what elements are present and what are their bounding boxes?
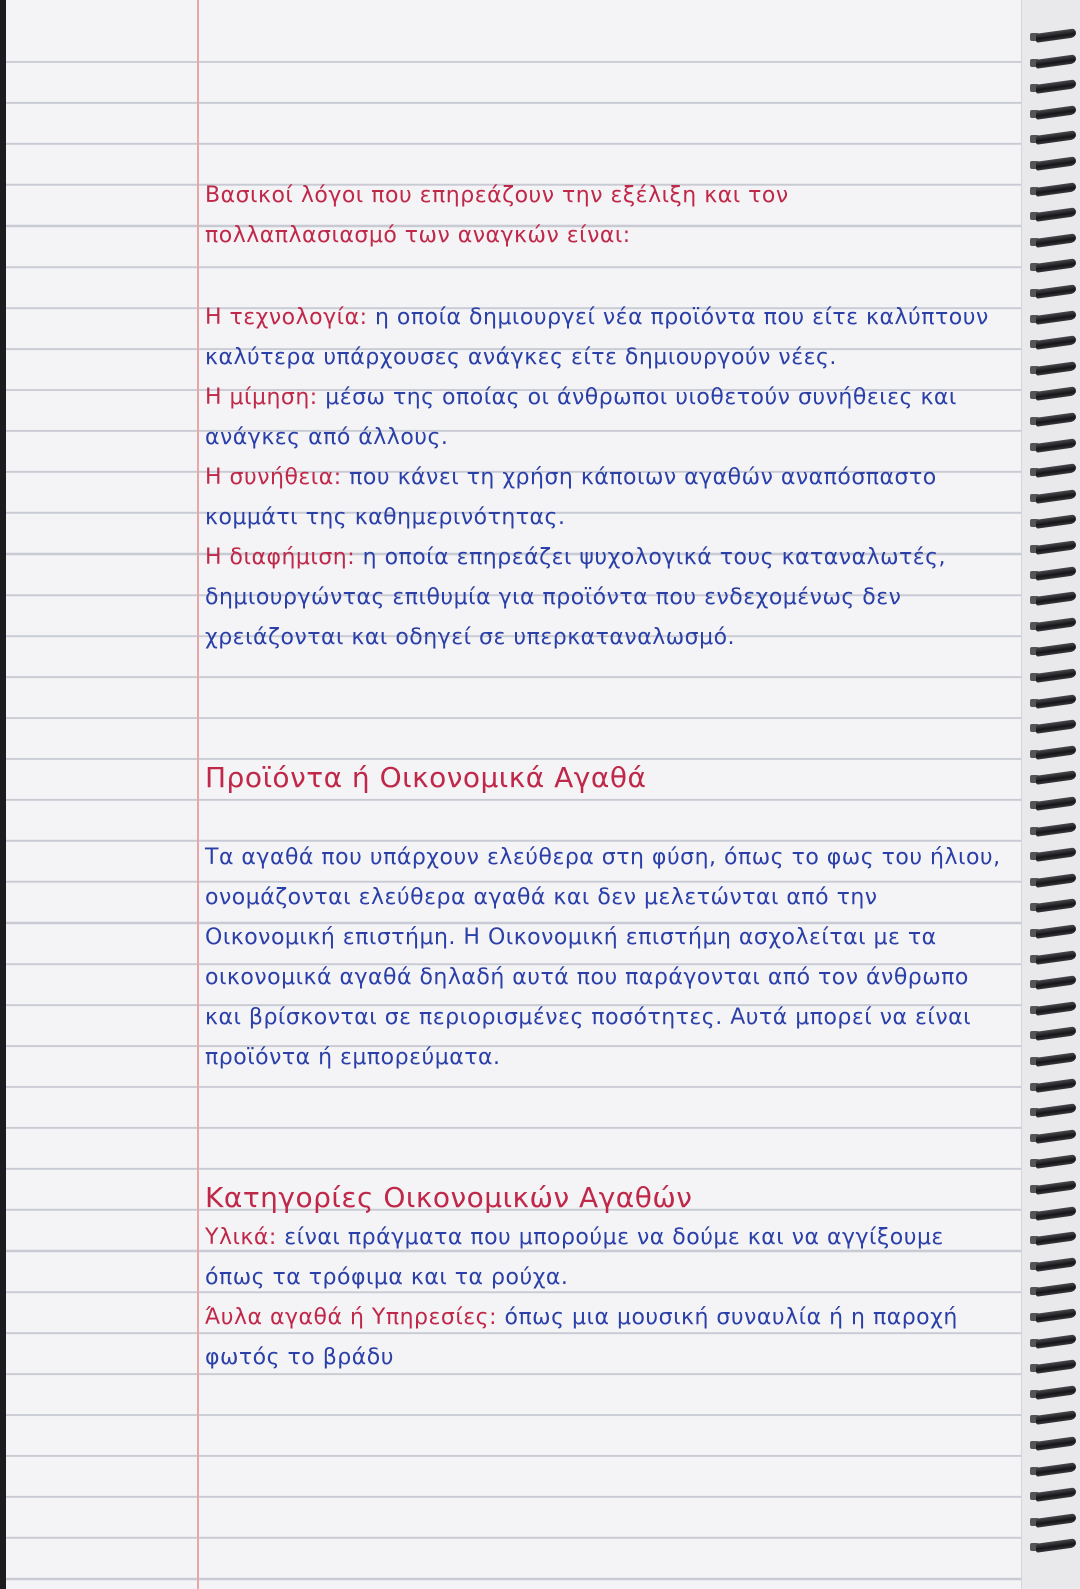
category-term: Άυλα αγαθά ή Υπηρεσίες: xyxy=(205,1305,497,1330)
spiral-wire xyxy=(1036,1462,1076,1477)
products-text-block xyxy=(205,838,1009,1078)
spiral-ring xyxy=(1028,670,1078,684)
spiral-wire xyxy=(1036,28,1076,43)
spiral-ring xyxy=(1028,337,1078,351)
spiral-wire xyxy=(1036,310,1076,325)
spiral-wire xyxy=(1036,770,1076,785)
spiral-wire xyxy=(1036,1206,1076,1221)
factor-habit xyxy=(205,458,1005,538)
spiral-ring xyxy=(1028,568,1078,582)
spiral-ring xyxy=(1028,1438,1078,1452)
spiral-ring xyxy=(1028,184,1078,198)
spiral-ring xyxy=(1028,1233,1078,1247)
spiral-wire xyxy=(1036,1026,1076,1041)
spiral-ring xyxy=(1028,312,1078,326)
factor-text: η οποία δημιουργεί νέα προϊόντα που είτε καλύπτουν καλύτερα υπάρχουσες ανάγκες είτε δημιουργούν νέες. xyxy=(205,305,997,370)
factor-advertising xyxy=(205,538,1005,658)
spiral-wire xyxy=(1036,1538,1076,1553)
products-heading-block xyxy=(205,758,1005,798)
category-text: είναι πράγματα που μπορούμε να δούμε και να αγγίξουμε όπως τα τρόφιμα και τα ρούχα. xyxy=(205,1225,952,1290)
spiral-wire xyxy=(1036,182,1076,197)
factor-technology xyxy=(205,298,1005,378)
spiral-wire xyxy=(1036,898,1076,913)
spiral-wire xyxy=(1036,1282,1076,1297)
spiral-wire xyxy=(1036,386,1076,401)
spiral-wire xyxy=(1036,1436,1076,1451)
spiral-wire xyxy=(1036,924,1076,939)
spiral-ring xyxy=(1028,926,1078,940)
spiral-wire xyxy=(1036,514,1076,529)
spiral-wire xyxy=(1036,130,1076,145)
spiral-wire xyxy=(1036,412,1076,427)
spiral-ring xyxy=(1028,900,1078,914)
spiral-ring xyxy=(1028,286,1078,300)
spiral-ring xyxy=(1028,1156,1078,1170)
spiral-wire xyxy=(1036,489,1076,504)
spiral-wire xyxy=(1036,1001,1076,1016)
category-intangible xyxy=(205,1298,1005,1378)
spiral-wire xyxy=(1036,540,1076,555)
spiral-ring xyxy=(1028,235,1078,249)
products-text: Τα αγαθά που υπάρχουν ελεύθερα στη φύση, όπως το φως του ήλιου, ονομάζονται ελεύθερα αγαθά και δεν μελετώνται από την Οικονομική επιστήμη. Η Οικονομική επιστήμη ασχολείται με τα οικονομικά αγαθά δηλαδή αυτά που παράγονται από τον άνθρωπο και βρίσκονται σε περιορισμένες ποσότητες. Αυτά μπορεί να είναι προϊόντα ή εμπορεύματα. xyxy=(205,845,1009,1070)
spiral-wire xyxy=(1036,233,1076,248)
spiral-ring xyxy=(1028,1489,1078,1503)
factor-term: Η διαφήμιση: xyxy=(205,545,356,570)
spiral-wire xyxy=(1036,1154,1076,1169)
spiral-ring xyxy=(1028,1336,1078,1350)
spiral-wire xyxy=(1036,745,1076,760)
spiral-ring xyxy=(1028,798,1078,812)
factor-term: Η συνήθεια: xyxy=(205,465,342,490)
spiral-wire xyxy=(1036,1410,1076,1425)
spiral-wire xyxy=(1036,950,1076,965)
factor-term: Η τεχνολογία: xyxy=(205,305,368,330)
category-text: όπως μια μουσική συναυλία ή η παροχή φωτός το βράδυ xyxy=(205,1305,966,1370)
spiral-ring xyxy=(1028,747,1078,761)
page-left-edge xyxy=(0,0,6,1589)
spiral-wire xyxy=(1036,438,1076,453)
spiral-ring xyxy=(1028,56,1078,70)
spiral-wire xyxy=(1036,847,1076,862)
spiral-wire xyxy=(1036,335,1076,350)
spiral-ring xyxy=(1028,1080,1078,1094)
spiral-wire xyxy=(1036,1231,1076,1246)
spiral-ring xyxy=(1028,772,1078,786)
category-term: Υλικά: xyxy=(205,1225,277,1250)
factors-list xyxy=(205,298,1005,658)
spiral-wire xyxy=(1036,1385,1076,1400)
spiral-ring xyxy=(1028,30,1078,44)
spiral-wire xyxy=(1036,156,1076,171)
spiral-ring xyxy=(1028,1208,1078,1222)
spiral-ring xyxy=(1028,875,1078,889)
spiral-wire xyxy=(1036,463,1076,478)
spiral-wire xyxy=(1036,642,1076,657)
spiral-ring xyxy=(1028,1259,1078,1273)
spiral-wire xyxy=(1036,1513,1076,1528)
spiral-wire xyxy=(1036,591,1076,606)
spiral-ring xyxy=(1028,1131,1078,1145)
spiral-wire xyxy=(1036,1052,1076,1067)
spiral-wire xyxy=(1036,1180,1076,1195)
category-material xyxy=(205,1218,1005,1298)
spiral-ring xyxy=(1028,132,1078,146)
spiral-ring xyxy=(1028,209,1078,223)
categories-heading: Κατηγορίες Οικονομικών Αγαθών xyxy=(205,1181,693,1214)
spiral-wire xyxy=(1036,1103,1076,1118)
spiral-ring xyxy=(1028,593,1078,607)
spiral-ring xyxy=(1028,1515,1078,1529)
factor-imitation xyxy=(205,378,1005,458)
spiral-ring xyxy=(1028,81,1078,95)
spiral-ring xyxy=(1028,414,1078,428)
intro-line-2: πολλαπλασιασμό των αναγκών είναι: xyxy=(205,223,631,248)
spiral-ring xyxy=(1028,516,1078,530)
spiral-wire xyxy=(1036,796,1076,811)
categories-block xyxy=(205,1178,1005,1378)
spiral-wire xyxy=(1036,207,1076,222)
spiral-wire xyxy=(1036,361,1076,376)
spiral-wire xyxy=(1036,668,1076,683)
spiral-wire xyxy=(1036,1359,1076,1374)
spiral-wire xyxy=(1036,54,1076,69)
spiral-ring xyxy=(1028,849,1078,863)
products-heading: Προϊόντα ή Οικονομικά Αγαθά xyxy=(205,761,647,794)
spiral-ring xyxy=(1028,1054,1078,1068)
factor-text: η οποία επηρεάζει ψυχολογικά τους καταναλωτές, δημιουργώντας επιθυμία για προϊόντα που ενδεχομένως δεν χρειάζονται και οδηγεί σε υπερκαταναλωσμό. xyxy=(205,545,954,650)
spiral-ring xyxy=(1028,491,1078,505)
spiral-wire xyxy=(1036,1129,1076,1144)
spiral-binding xyxy=(1021,0,1080,1589)
spiral-ring xyxy=(1028,1387,1078,1401)
spiral-wire xyxy=(1036,719,1076,734)
spiral-ring xyxy=(1028,1540,1078,1554)
spiral-ring xyxy=(1028,1028,1078,1042)
spiral-ring xyxy=(1028,1361,1078,1375)
spiral-ring xyxy=(1028,440,1078,454)
spiral-ring xyxy=(1028,363,1078,377)
spiral-wire xyxy=(1036,1078,1076,1093)
spiral-ring xyxy=(1028,465,1078,479)
spiral-wire xyxy=(1036,617,1076,632)
spiral-wire xyxy=(1036,694,1076,709)
spiral-ring xyxy=(1028,952,1078,966)
spiral-ring xyxy=(1028,696,1078,710)
spiral-wire xyxy=(1036,284,1076,299)
spiral-wire xyxy=(1036,566,1076,581)
intro-line-1: Βασικοί λόγοι που επηρεάζουν την εξέλιξη και τον xyxy=(205,183,789,208)
margin-line xyxy=(197,0,199,1589)
factor-text: που κάνει τη χρήση κάποιων αγαθών αναπόσπαστο κομμάτι της καθημερινότητας. xyxy=(205,465,945,530)
spiral-ring xyxy=(1028,107,1078,121)
factor-text: μέσω της οποίας οι άνθρωποι υιοθετούν συνήθειες και ανάγκες από άλλους. xyxy=(205,385,965,450)
spiral-ring xyxy=(1028,1003,1078,1017)
spiral-ring xyxy=(1028,644,1078,658)
spiral-ring xyxy=(1028,977,1078,991)
intro-block xyxy=(205,176,1005,256)
spiral-ring xyxy=(1028,1310,1078,1324)
factor-term: Η μίμηση: xyxy=(205,385,318,410)
spiral-wire xyxy=(1036,105,1076,120)
spiral-ring xyxy=(1028,158,1078,172)
spiral-ring xyxy=(1028,824,1078,838)
spiral-wire xyxy=(1036,1257,1076,1272)
spiral-ring xyxy=(1028,1182,1078,1196)
spiral-wire xyxy=(1036,873,1076,888)
spiral-wire xyxy=(1036,1487,1076,1502)
spiral-ring xyxy=(1028,1464,1078,1478)
spiral-ring xyxy=(1028,721,1078,735)
spiral-wire xyxy=(1036,1334,1076,1349)
spiral-wire xyxy=(1036,258,1076,273)
spiral-ring xyxy=(1028,1412,1078,1426)
spiral-wire xyxy=(1036,975,1076,990)
spiral-ring xyxy=(1028,619,1078,633)
spiral-ring xyxy=(1028,1284,1078,1298)
spiral-ring xyxy=(1028,542,1078,556)
spiral-wire xyxy=(1036,822,1076,837)
spiral-wire xyxy=(1036,79,1076,94)
spiral-wire xyxy=(1036,1308,1076,1323)
spiral-ring xyxy=(1028,388,1078,402)
spiral-ring xyxy=(1028,1105,1078,1119)
spiral-ring xyxy=(1028,260,1078,274)
